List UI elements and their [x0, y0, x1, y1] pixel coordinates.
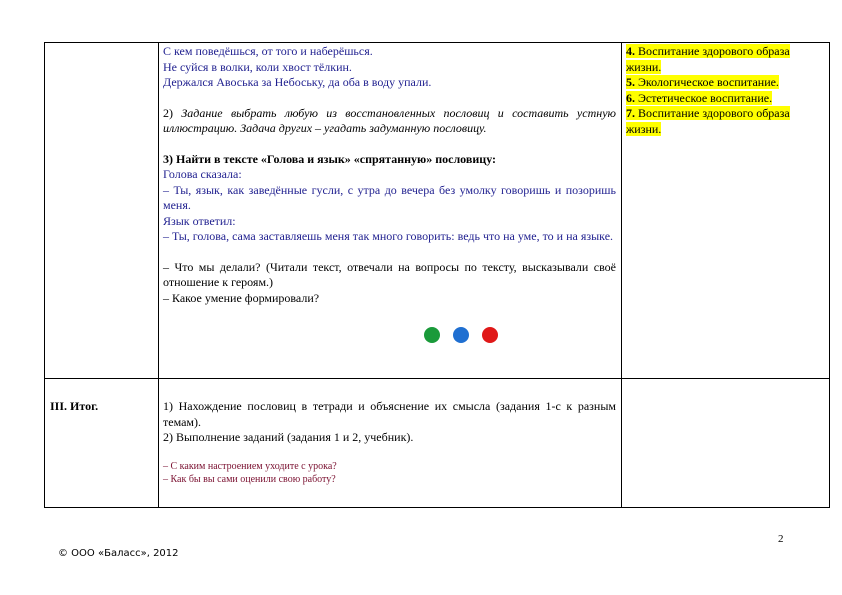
dialogue-line: – Ты, голова, сама заставляешь меня так много говорить: ведь что на уме, то и на языке.	[163, 229, 614, 243]
proverb-line: С кем поведёшься, от того и наберёшься.	[163, 44, 373, 58]
table-row-divider	[44, 378, 830, 379]
red-dot-icon	[482, 327, 498, 343]
row2-content-cell	[163, 399, 616, 486]
reflection-question: – С каким настроением уходите с урока?	[163, 460, 337, 472]
result-item: 1) Нахождение пословиц в тетради и объяснение их смысла (задания 1-с к разным темам).	[163, 399, 616, 429]
page-number: 2	[778, 533, 784, 545]
column-divider-1	[158, 42, 159, 508]
row1-content-cell	[163, 44, 616, 306]
skill-question: – Какое умение формировали?	[163, 290, 320, 305]
dialogue-line: Голова сказала:	[163, 167, 242, 181]
table-right-border	[829, 42, 830, 508]
result-item: 2) Выполнение заданий (задания 1 и 2, учебник).	[163, 430, 414, 444]
goal-item: 6. Эстетическое воспитание.	[626, 90, 773, 105]
dialogue-line: – Ты, язык, как заведённые гусли, с утра до вечера без умолку говоришь и позоришь меня.	[163, 182, 616, 212]
green-dot-icon	[424, 327, 440, 343]
column-divider-2	[621, 42, 622, 508]
task2-paragraph	[163, 106, 616, 137]
stage-title: III. Итог.	[50, 399, 99, 413]
goal-item: 4. Воспитание здорового образа жизни.	[626, 44, 790, 74]
task3-title: 3) Найти в тексте «Голова и язык» «спрятанную» пословицу:	[163, 151, 497, 166]
goal-item: 5. Экологическое воспитание.	[626, 75, 779, 89]
task2-number: 2)	[163, 105, 182, 120]
reflection-question: – Как бы вы сами оценили свою работу?	[163, 473, 336, 485]
row1-goals-cell	[626, 44, 824, 137]
table-bottom-border	[44, 507, 830, 508]
proverb-line: Не суйся в волки, коли хвост тёлкин.	[163, 59, 352, 74]
dialogue-line: Язык ответил:	[163, 213, 236, 228]
row2-stage-cell	[50, 399, 154, 415]
copyright-footer: © ООО «Баласс», 2012	[58, 548, 179, 559]
goal-item: 7. Воспитание здорового образа жизни.	[626, 106, 790, 136]
summary-question: – Что мы делали? (Читали текст, отвечали на вопросы по тексту, высказывали своё отношение к героям.)	[163, 259, 616, 289]
table-left-border	[44, 42, 45, 508]
blue-dot-icon	[453, 327, 469, 343]
task2-text: Задание выбрать любую из восстановленных пословиц и составить устную иллюстрацию. Задача других – угадать задуманную пословицу.	[163, 105, 616, 135]
proverb-line: Держался Авоська за Небоську, да оба в воду упали.	[163, 75, 432, 89]
table-top-border	[44, 42, 830, 43]
